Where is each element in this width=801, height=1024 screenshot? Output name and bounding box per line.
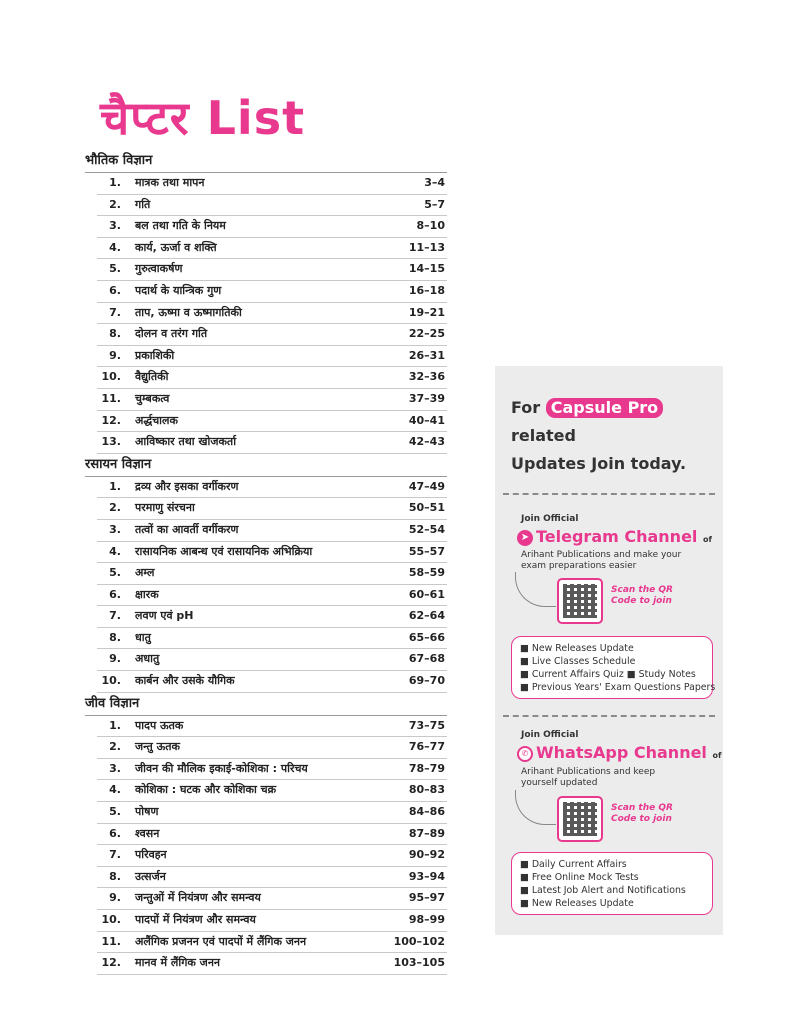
chapter-number: 7. (109, 848, 121, 862)
telegram-join-label: Join Official (521, 514, 579, 524)
chapter-row[interactable] (97, 780, 447, 802)
chapter-name: जीवन की मौलिक इकाई-कोशिका : परिचय (135, 761, 308, 775)
feature-item: ■ New Releases Update (520, 898, 634, 909)
telegram-channel-name: Telegram Channel (536, 527, 698, 546)
chapter-row[interactable] (97, 195, 447, 217)
chapter-name: रासायनिक आबन्ध एवं रासायनिक अभिक्रिया (135, 544, 313, 558)
headline-prefix: For (511, 398, 541, 417)
chapter-number: 8. (109, 630, 121, 644)
telegram-scan-text (611, 585, 673, 607)
chapter-number: 2. (109, 197, 121, 211)
chapter-name: कार्बन और उसके यौगिक (135, 674, 235, 688)
chapter-number: 8. (109, 869, 121, 883)
chapter-name: परिवहन (135, 848, 167, 862)
whatsapp-join-label: Join Official (521, 730, 579, 740)
chapter-row[interactable] (97, 238, 447, 260)
chapter-row[interactable] (97, 845, 447, 867)
chapter-row[interactable] (97, 888, 447, 910)
chapter-pages: 87–89 (408, 826, 445, 840)
whatsapp-desc-line1: Arihant Publications and keep (521, 767, 656, 777)
chapter-name: क्षारक (135, 587, 159, 601)
chapter-row[interactable] (97, 173, 447, 195)
divider (503, 715, 715, 717)
chapter-name: उत्सर्जन (135, 869, 166, 883)
chapter-pages: 90–92 (408, 848, 445, 862)
chapter-name: मानव में लैंगिक जनन (135, 956, 221, 970)
section-heading: भौतिक विज्ञान (85, 150, 447, 173)
chapter-pages: 62–64 (408, 609, 445, 623)
chapter-number: 4. (109, 240, 121, 254)
chapter-pages: 58–59 (408, 566, 445, 580)
chapter-row[interactable] (97, 649, 447, 671)
chapter-row[interactable] (97, 498, 447, 520)
chapter-pages: 8–10 (416, 219, 445, 233)
telegram-of: of (702, 535, 712, 544)
whatsapp-channel-name: WhatsApp Channel (536, 743, 707, 762)
chapter-pages: 32–36 (408, 370, 445, 384)
arrow-curve (515, 790, 556, 825)
chapter-name: प्रकाशिकी (135, 348, 175, 362)
chapter-name: पदार्थ के यान्त्रिक गुण (135, 283, 222, 297)
chapter-row[interactable] (97, 367, 447, 389)
chapter-pages: 73–75 (408, 718, 445, 732)
whatsapp-of: of (712, 751, 722, 760)
chapter-pages: 69–70 (408, 674, 445, 688)
chapter-number: 4. (109, 544, 121, 558)
chapter-number: 11. (101, 391, 121, 405)
chapter-row[interactable] (97, 585, 447, 607)
telegram-channel-title[interactable] (517, 527, 712, 546)
chapter-number: 4. (109, 783, 121, 797)
headline-suffix: related (511, 426, 576, 445)
whatsapp-channel-title[interactable] (517, 743, 721, 762)
chapter-pages: 16–18 (408, 283, 445, 297)
promo-panel (495, 366, 723, 935)
chapter-name: बल तथा गति के नियम (135, 219, 226, 233)
chapter-row[interactable] (97, 953, 447, 975)
chapter-row[interactable] (97, 346, 447, 368)
chapter-number: 5. (109, 566, 121, 580)
chapter-row[interactable] (97, 628, 447, 650)
feature-item: ■ Free Online Mock Tests (520, 872, 639, 883)
scan-line2: Code to join (611, 814, 672, 824)
divider (503, 493, 715, 495)
chapter-name: गति (135, 197, 151, 211)
chapter-pages: 22–25 (408, 327, 445, 341)
chapter-name: अधातु (135, 652, 160, 666)
section-heading: जीव विज्ञान (85, 693, 447, 716)
chapter-pages: 80–83 (408, 783, 445, 797)
chapter-number: 8. (109, 327, 121, 341)
chapter-name: वैद्युतिकी (135, 370, 169, 384)
chapter-pages: 19–21 (408, 305, 445, 319)
chapter-number: 12. (101, 413, 121, 427)
chapter-name: मात्रक तथा मापन (135, 176, 205, 189)
chapter-number: 7. (109, 305, 121, 319)
page-title: चैप्टर List (100, 91, 306, 145)
headline-line2: Updates Join today. (511, 454, 687, 473)
chapter-pages: 93–94 (408, 869, 445, 883)
chapter-pages: 50–51 (408, 501, 445, 515)
telegram-qr-code[interactable] (557, 578, 603, 624)
chapter-pages: 5–7 (424, 197, 445, 211)
chapter-number: 3. (109, 761, 121, 775)
chapter-pages: 103–105 (393, 956, 445, 970)
feature-item: ■ New Releases Update (520, 643, 634, 654)
arrow-curve (515, 572, 556, 607)
chapter-name: श्वसन (135, 826, 160, 840)
chapter-number: 12. (101, 956, 121, 970)
chapter-pages: 3–4 (424, 176, 445, 189)
chapter-name: पोषण (135, 805, 159, 819)
chapter-number: 2. (109, 501, 121, 515)
chapter-pages: 11–13 (408, 240, 445, 254)
chapter-pages: 95–97 (408, 891, 445, 905)
chapter-pages: 26–31 (408, 348, 445, 362)
chapter-row[interactable] (97, 259, 447, 281)
chapter-row[interactable] (97, 303, 447, 325)
chapter-row[interactable] (97, 389, 447, 411)
chapter-name: द्रव्य और इसका वर्गीकरण (135, 479, 239, 493)
chapter-name: तत्वों का आवर्ती वर्गीकरण (135, 522, 239, 536)
telegram-description (521, 550, 711, 572)
scan-line1: Scan the QR (611, 585, 673, 595)
chapter-number: 13. (101, 435, 121, 449)
chapter-number: 6. (109, 826, 121, 840)
chapter-number: 10. (101, 674, 121, 688)
chapter-name: गुरुत्वाकर्षण (135, 262, 183, 276)
chapter-name: जन्तु ऊतक (135, 740, 181, 754)
chapter-number: 9. (109, 652, 121, 666)
chapter-pages: 42–43 (408, 435, 445, 449)
chapter-row[interactable] (97, 910, 447, 932)
chapter-row[interactable] (97, 867, 447, 889)
chapter-number: 10. (101, 913, 121, 926)
chapter-name: पादपों में नियंत्रण और समन्वय (135, 913, 256, 926)
whatsapp-qr-code[interactable] (557, 796, 603, 842)
chapter-name: जन्तुओं में नियंत्रण और समन्वय (135, 891, 261, 905)
chapter-pages: 14–15 (408, 262, 445, 276)
chapter-row[interactable] (97, 216, 447, 238)
chapter-row[interactable] (97, 432, 447, 454)
promo-headline (511, 394, 721, 478)
chapter-name: कार्य, ऊर्जा व शक्ति (135, 240, 217, 254)
chapter-number: 3. (109, 522, 121, 536)
scan-line2: Code to join (611, 596, 672, 606)
chapter-pages: 40–41 (408, 413, 445, 427)
chapter-number: 2. (109, 740, 121, 754)
chapter-row[interactable] (97, 411, 447, 433)
chapter-number: 10. (101, 370, 121, 384)
chapter-row[interactable] (97, 824, 447, 846)
chapter-number: 6. (109, 587, 121, 601)
chapter-name: दोलन व तरंग गति (135, 327, 208, 341)
chapter-name: धातु (135, 630, 151, 644)
feature-item: ■ Daily Current Affairs (520, 859, 627, 870)
chapter-pages: 60–61 (408, 587, 445, 601)
brand-badge: Capsule Pro (546, 398, 663, 418)
chapter-number: 9. (109, 348, 121, 362)
telegram-desc-line2: exam preparations easier (521, 561, 637, 571)
chapter-pages: 37–39 (408, 391, 445, 405)
chapter-pages: 47–49 (408, 479, 445, 493)
chapter-pages: 65–66 (408, 630, 445, 644)
scan-line1: Scan the QR (611, 803, 673, 813)
chapter-row[interactable] (97, 932, 447, 954)
feature-item: ■ Previous Years' Exam Questions Papers (520, 682, 716, 693)
chapter-pages: 76–77 (408, 740, 445, 754)
chapter-row[interactable] (97, 737, 447, 759)
telegram-icon: ➤ (517, 530, 533, 546)
chapter-pages: 52–54 (408, 522, 445, 536)
chapter-pages: 100–102 (393, 934, 445, 948)
chapter-row[interactable] (97, 477, 447, 499)
whatsapp-description (521, 767, 711, 789)
section-heading: रसायन विज्ञान (85, 454, 447, 477)
chapter-row[interactable] (97, 542, 447, 564)
chapter-pages: 55–57 (408, 544, 445, 558)
chapter-row[interactable] (97, 520, 447, 542)
chapter-number: 3. (109, 219, 121, 233)
chapter-name: कोशिका : घटक और कोशिका चक्र (135, 783, 277, 797)
chapter-name: अर्द्धचालक (135, 413, 178, 427)
chapter-name: अम्ल (135, 566, 155, 580)
whatsapp-features-box (511, 852, 713, 915)
chapter-name: ताप, ऊष्मा व ऊष्मागतिकी (135, 305, 242, 319)
chapter-name: चुम्बकत्व (135, 391, 170, 405)
chapter-number: 7. (109, 609, 121, 623)
feature-item: ■ Current Affairs Quiz ■ Study Notes (520, 669, 696, 680)
chapter-number: 11. (101, 934, 121, 948)
chapter-name: लवण एवं pH (135, 609, 194, 623)
chapter-name: आविष्कार तथा खोजकर्ता (135, 435, 237, 449)
chapter-row[interactable] (97, 671, 447, 693)
whatsapp-desc-line2: yourself updated (521, 778, 598, 788)
chapter-number: 5. (109, 805, 121, 819)
chapter-pages: 84–86 (408, 805, 445, 819)
chapter-name: पादप ऊतक (135, 718, 184, 732)
chapter-number: 9. (109, 891, 121, 905)
telegram-features-box (511, 636, 716, 699)
chapter-name: परमाणु संरचना (135, 501, 195, 515)
chapter-row[interactable] (97, 759, 447, 781)
chapter-pages: 67–68 (408, 652, 445, 666)
chapter-pages: 98–99 (408, 913, 445, 926)
telegram-desc-line1: Arihant Publications and make your (521, 550, 682, 560)
chapter-number: 1. (109, 176, 121, 189)
chapter-row[interactable] (97, 606, 447, 628)
chapter-list (85, 150, 447, 975)
chapter-number: 1. (109, 718, 121, 732)
chapter-row[interactable] (97, 563, 447, 585)
chapter-row[interactable] (97, 281, 447, 303)
chapter-row[interactable] (97, 324, 447, 346)
whatsapp-icon: ✆ (517, 746, 533, 762)
chapter-pages: 78–79 (408, 761, 445, 775)
whatsapp-scan-text (611, 803, 673, 825)
feature-item: ■ Latest Job Alert and Notifications (520, 885, 686, 896)
feature-item: ■ Live Classes Schedule (520, 656, 636, 667)
chapter-name: अलैंगिक प्रजनन एवं पादपों में लैंगिक जनन (135, 934, 307, 948)
chapter-number: 6. (109, 283, 121, 297)
chapter-row[interactable] (97, 802, 447, 824)
chapter-number: 5. (109, 262, 121, 276)
chapter-row[interactable] (97, 716, 447, 738)
chapter-number: 1. (109, 479, 121, 493)
